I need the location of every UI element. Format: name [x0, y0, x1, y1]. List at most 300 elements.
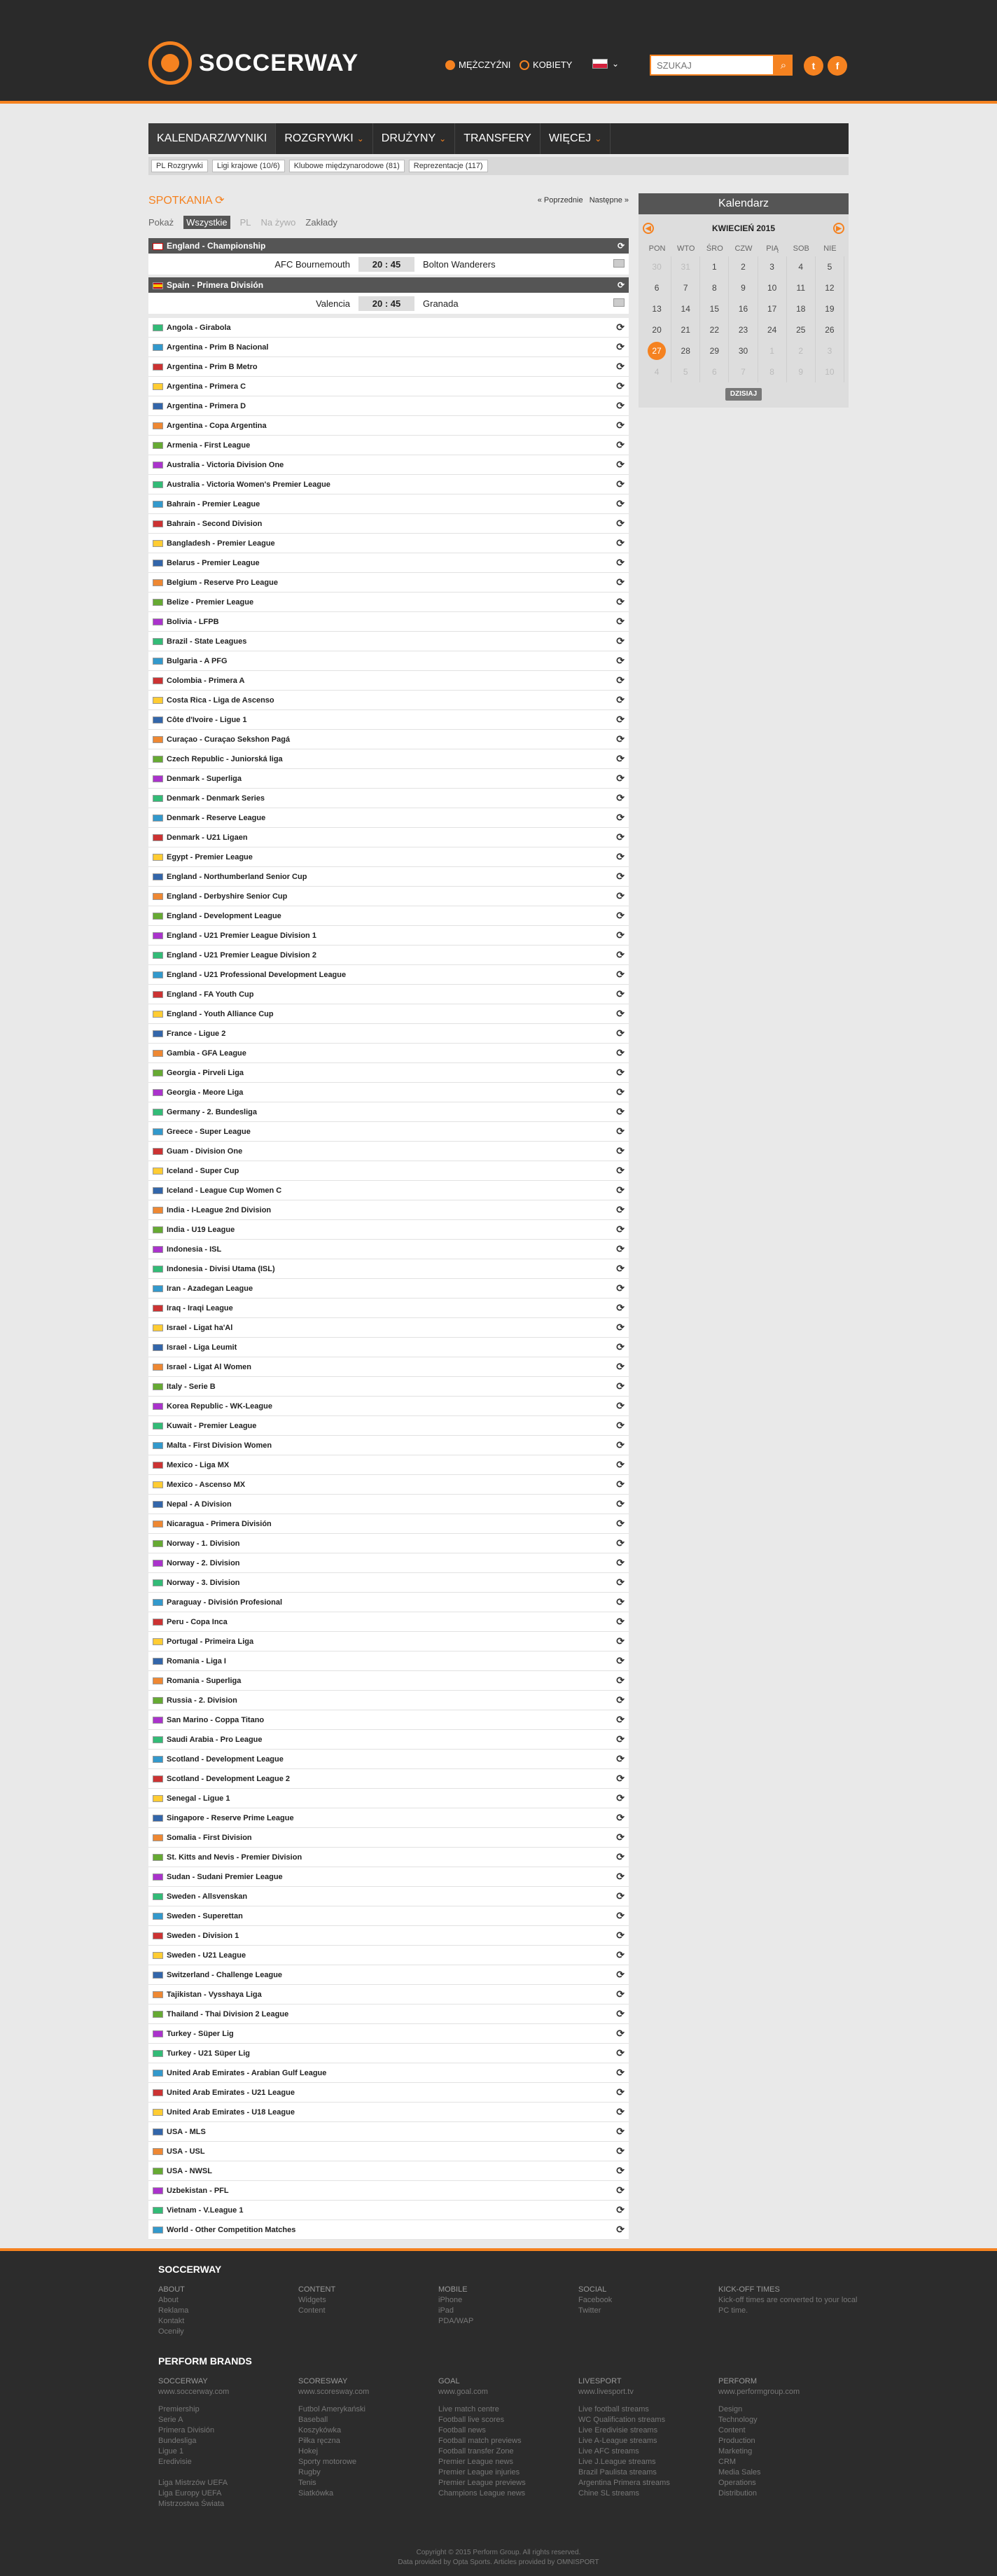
competition-row[interactable]: [148, 2181, 629, 2201]
competition-row[interactable]: [148, 1612, 629, 1632]
reload-icon[interactable]: ⟳: [617, 280, 625, 290]
search-button[interactable]: [774, 55, 793, 76]
competition-name[interactable]: Iran - Azadegan League: [167, 1284, 253, 1293]
competition-label[interactable]: [153, 1971, 282, 1979]
calendar-day[interactable]: 24: [758, 319, 787, 340]
competition-label[interactable]: [153, 1892, 247, 1901]
competition-name[interactable]: France - Ligue 2: [167, 1029, 226, 1038]
competition-row[interactable]: [148, 710, 629, 730]
footer-link[interactable]: Eredivisie: [158, 2458, 192, 2466]
footer-link[interactable]: Ligue 1: [158, 2447, 184, 2456]
expand-icon[interactable]: ⟳: [616, 1949, 625, 1960]
footer-link[interactable]: Facebook: [578, 2296, 613, 2304]
reload-icon[interactable]: ⟳: [617, 241, 625, 251]
expand-icon[interactable]: ⟳: [616, 400, 625, 411]
expand-icon[interactable]: ⟳: [616, 1361, 625, 1372]
competition-row[interactable]: [148, 338, 629, 357]
competition-label[interactable]: [153, 461, 284, 469]
footer-link[interactable]: [158, 2467, 298, 2478]
footer-link[interactable]: Siatkówka: [298, 2489, 334, 2498]
expand-icon[interactable]: ⟳: [616, 1812, 625, 1823]
competition-label[interactable]: [153, 853, 253, 861]
competition-name[interactable]: Argentina - Copa Argentina: [167, 421, 267, 430]
competition-row[interactable]: [148, 1710, 629, 1730]
competition-label[interactable]: [153, 794, 265, 803]
competition-name[interactable]: Russia - 2. Division: [167, 1696, 237, 1705]
competition-name[interactable]: Korea Republic - WK-League: [167, 1401, 272, 1411]
competition-row[interactable]: [148, 1514, 629, 1534]
competition-label[interactable]: [153, 1167, 239, 1175]
competition-row[interactable]: [148, 377, 629, 396]
expand-icon[interactable]: ⟳: [616, 949, 625, 960]
competition-label[interactable]: [153, 1598, 282, 1607]
competition-label[interactable]: [153, 618, 219, 626]
competition-name[interactable]: Malta - First Division Women: [167, 1441, 272, 1450]
competition-row[interactable]: [148, 1632, 629, 1651]
expand-icon[interactable]: ⟳: [616, 1145, 625, 1156]
footer-link[interactable]: Live match centre: [438, 2405, 499, 2414]
calendar-day[interactable]: 3: [816, 340, 844, 361]
footer-link[interactable]: Primera División: [158, 2426, 215, 2435]
expand-icon[interactable]: ⟳: [616, 380, 625, 392]
footer-link[interactable]: Live football streams: [578, 2405, 649, 2414]
competition-label[interactable]: [153, 1069, 244, 1077]
competition-label[interactable]: [153, 1265, 275, 1273]
competition-row[interactable]: [148, 1965, 629, 1985]
competition-label[interactable]: [153, 2089, 295, 2097]
competition-name[interactable]: Israel - Ligat ha'Al: [167, 1323, 233, 1332]
competition-row[interactable]: [148, 651, 629, 671]
competition-row[interactable]: [148, 1867, 629, 1887]
away-team[interactable]: Bolton Wanderers: [423, 258, 496, 270]
match-row[interactable]: [148, 254, 629, 275]
expand-icon[interactable]: ⟳: [616, 1224, 625, 1235]
away-team[interactable]: Granada: [423, 298, 459, 309]
competition-row[interactable]: [148, 436, 629, 455]
competition-row[interactable]: [148, 1573, 629, 1593]
filter-all[interactable]: Wszystkie: [183, 216, 230, 229]
competition-row[interactable]: [148, 396, 629, 416]
footer-link[interactable]: Twitter: [578, 2306, 601, 2315]
competition-name[interactable]: United Arab Emirates - U21 League: [167, 2088, 295, 2097]
competition-label[interactable]: [153, 873, 307, 881]
competition-row[interactable]: [148, 1553, 629, 1573]
calendar-day[interactable]: 1: [700, 256, 729, 277]
footer-link[interactable]: Production: [718, 2437, 755, 2445]
competition-row[interactable]: [148, 1946, 629, 1965]
competition-label[interactable]: [153, 1794, 230, 1803]
competition-row[interactable]: [148, 965, 629, 985]
competition-name[interactable]: Australia - Victoria Women's Premier League: [167, 480, 330, 489]
calendar-day[interactable]: 8: [758, 361, 787, 382]
competition-name[interactable]: Argentina - Primera C: [167, 382, 246, 391]
expand-icon[interactable]: ⟳: [616, 1773, 625, 1784]
competition-label[interactable]: [153, 1736, 263, 1744]
footer-link[interactable]: Sporty motorowe: [298, 2458, 357, 2466]
expand-icon[interactable]: ⟳: [616, 557, 625, 568]
competition-row[interactable]: [148, 2004, 629, 2024]
brand-url[interactable]: www.performgroup.com: [718, 2388, 800, 2396]
expand-icon[interactable]: ⟳: [616, 851, 625, 862]
competition-name[interactable]: Sweden - Allsvenskan: [167, 1892, 248, 1901]
competition-label[interactable]: [153, 1304, 233, 1313]
competition-label[interactable]: [153, 1500, 232, 1509]
expand-icon[interactable]: ⟳: [616, 1243, 625, 1254]
competition-name[interactable]: Australia - Victoria Division One: [167, 460, 284, 469]
competition-name[interactable]: Portugal - Primeira Liga: [167, 1637, 254, 1646]
competition-name[interactable]: Denmark - Denmark Series: [167, 794, 265, 803]
competition-row[interactable]: [148, 1926, 629, 1946]
calendar-day[interactable]: 10: [816, 361, 844, 382]
competition-name[interactable]: Sweden - Division 1: [167, 1931, 239, 1940]
competition-label[interactable]: [153, 1618, 228, 1626]
competition-row[interactable]: [148, 1299, 629, 1318]
expand-icon[interactable]: ⟳: [616, 2086, 625, 2098]
competition-name[interactable]: Vietnam - V.League 1: [167, 2205, 244, 2215]
competition-row[interactable]: [148, 1848, 629, 1867]
competition-name[interactable]: Romania - Liga I: [167, 1656, 226, 1666]
footer-link[interactable]: Piłka ręczna: [298, 2437, 340, 2445]
competition-name[interactable]: San Marino - Coppa Titano: [167, 1715, 265, 1724]
footer-link[interactable]: Oceniły: [158, 2327, 184, 2336]
expand-icon[interactable]: ⟳: [616, 1400, 625, 1411]
competition-row[interactable]: [148, 2044, 629, 2063]
expand-icon[interactable]: ⟳: [616, 1635, 625, 1647]
competition-name[interactable]: USA - NWSL: [167, 2166, 212, 2175]
competition-name[interactable]: USA - USL: [167, 2147, 205, 2156]
expand-icon[interactable]: ⟳: [616, 1165, 625, 1176]
competition-name[interactable]: Bahrain - Premier League: [167, 499, 260, 508]
competition-label[interactable]: [153, 833, 248, 842]
expand-icon[interactable]: ⟳: [616, 2224, 625, 2235]
expand-icon[interactable]: ⟳: [616, 1675, 625, 1686]
footer-link[interactable]: Premier League previews: [438, 2479, 526, 2487]
brand-url[interactable]: www.livesport.tv: [578, 2388, 634, 2396]
competition-label[interactable]: [153, 1088, 243, 1097]
competition-row[interactable]: [148, 1279, 629, 1299]
competition-row[interactable]: [148, 1475, 629, 1495]
expand-icon[interactable]: ⟳: [616, 2028, 625, 2039]
competition-label[interactable]: [153, 696, 274, 705]
competition-name[interactable]: Mexico - Liga MX: [167, 1460, 230, 1469]
competition-name[interactable]: Italy - Serie B: [167, 1382, 216, 1391]
competition-name[interactable]: Switzerland - Challenge League: [167, 1970, 283, 1979]
expand-icon[interactable]: ⟳: [616, 1714, 625, 1725]
competition-label[interactable]: [153, 1951, 246, 1960]
calendar-day[interactable]: 2: [729, 256, 758, 277]
competition-label[interactable]: [153, 1755, 284, 1764]
expand-icon[interactable]: ⟳: [616, 792, 625, 803]
footer-link[interactable]: Marketing: [718, 2447, 753, 2456]
competition-row[interactable]: [148, 2024, 629, 2044]
filter-pl[interactable]: PL: [239, 216, 251, 228]
competition-row[interactable]: [148, 1142, 629, 1161]
footer-link[interactable]: iPhone: [438, 2296, 463, 2304]
competition-row[interactable]: [148, 2122, 629, 2142]
competition-name[interactable]: Bangladesh - Premier League: [167, 539, 275, 548]
competition-label[interactable]: [153, 1343, 237, 1352]
calendar-day[interactable]: 3: [758, 256, 787, 277]
competition-label[interactable]: [153, 363, 258, 371]
expand-icon[interactable]: ⟳: [616, 1969, 625, 1980]
competition-row[interactable]: [148, 1887, 629, 1906]
competition-label[interactable]: [153, 677, 244, 685]
competition-name[interactable]: Israel - Ligat Al Women: [167, 1362, 252, 1371]
competition-row[interactable]: [148, 2103, 629, 2122]
calendar-day[interactable]: 5: [671, 361, 700, 382]
competition-name[interactable]: England - Youth Alliance Cup: [167, 1009, 274, 1018]
expand-icon[interactable]: ⟳: [616, 2204, 625, 2215]
competition-row[interactable]: [148, 318, 629, 338]
footer-link[interactable]: Kick-off times are converted to your local PC time.: [718, 2296, 858, 2315]
competition-name[interactable]: Paraguay - División Profesional: [167, 1598, 283, 1607]
competition-row[interactable]: [148, 867, 629, 887]
competition-row[interactable]: [148, 2142, 629, 2161]
brand-heading[interactable]: GOAL: [438, 2377, 460, 2385]
competition-name[interactable]: India - I-League 2nd Division: [167, 1205, 272, 1214]
competition-label[interactable]: [153, 1637, 253, 1646]
brand-url[interactable]: www.soccerway.com: [158, 2388, 230, 2396]
competition-label[interactable]: [153, 2049, 250, 2058]
expand-icon[interactable]: ⟳: [616, 2106, 625, 2117]
brand-heading[interactable]: SCORESWAY: [298, 2377, 348, 2385]
footer-link[interactable]: Premiership: [158, 2405, 200, 2414]
competition-name[interactable]: St. Kitts and Nevis - Premier Division: [167, 1853, 302, 1862]
competition-label[interactable]: [153, 559, 260, 567]
expand-icon[interactable]: ⟳: [616, 1302, 625, 1313]
calendar-day[interactable]: 23: [729, 319, 758, 340]
expand-icon[interactable]: ⟳: [616, 2165, 625, 2176]
expand-icon[interactable]: ⟳: [616, 1910, 625, 1921]
expand-icon[interactable]: ⟳: [616, 1792, 625, 1803]
competition-label[interactable]: [153, 579, 278, 587]
competition-row[interactable]: [148, 1750, 629, 1769]
competition-row[interactable]: [148, 416, 629, 436]
competition-label[interactable]: [153, 382, 246, 391]
calendar-day[interactable]: 19: [816, 298, 844, 319]
calendar-day[interactable]: 20: [643, 319, 671, 340]
competition-label[interactable]: [153, 1108, 257, 1116]
competition-label[interactable]: [153, 1481, 245, 1489]
competition-label[interactable]: [153, 2010, 288, 2018]
calendar-day[interactable]: 21: [671, 319, 700, 340]
brand-url[interactable]: www.goal.com: [438, 2388, 488, 2396]
competition-label[interactable]: [153, 2030, 234, 2038]
expand-icon[interactable]: ⟳: [616, 1890, 625, 1902]
competition-label[interactable]: [153, 716, 246, 724]
competition-label[interactable]: [153, 735, 290, 744]
expand-icon[interactable]: ⟳: [616, 910, 625, 921]
competition-row[interactable]: [148, 789, 629, 808]
competition-label[interactable]: [153, 2069, 326, 2077]
calendar-day[interactable]: 27: [643, 340, 671, 361]
footer-link[interactable]: Live Eredivisie streams: [578, 2426, 658, 2435]
home-team[interactable]: AFC Bournemouth: [274, 258, 350, 270]
competition-row[interactable]: [148, 573, 629, 593]
competition-name[interactable]: England - U21 Premier League Division 1: [167, 931, 316, 940]
footer-link[interactable]: Bundesliga: [158, 2437, 197, 2445]
expand-icon[interactable]: ⟳: [616, 1204, 625, 1215]
competition-label[interactable]: [153, 1363, 251, 1371]
footer-link[interactable]: Premier League injuries: [438, 2468, 520, 2477]
competition-label[interactable]: [153, 1206, 271, 1214]
competition-label[interactable]: [153, 912, 281, 920]
expand-icon[interactable]: ⟳: [616, 1988, 625, 2000]
competition-name[interactable]: Turkey - Süper Lig: [167, 2029, 234, 2038]
footer-link[interactable]: Chine SL streams: [578, 2489, 640, 2498]
competition-label[interactable]: [153, 1245, 221, 1254]
competition-row[interactable]: [148, 455, 629, 475]
calendar-day[interactable]: 4: [787, 256, 816, 277]
competition-row[interactable]: [148, 1083, 629, 1102]
calendar-day[interactable]: 1: [758, 340, 787, 361]
brand-heading[interactable]: PERFORM: [718, 2377, 757, 2385]
competition-row[interactable]: [148, 1200, 629, 1220]
footer-link[interactable]: Liga Mistrzów UEFA: [158, 2479, 228, 2487]
competition-row[interactable]: [148, 1357, 629, 1377]
competition-label[interactable]: [153, 775, 242, 783]
expand-icon[interactable]: ⟳: [616, 1655, 625, 1666]
expand-icon[interactable]: ⟳: [616, 1184, 625, 1196]
competition-name[interactable]: Georgia - Pirveli Liga: [167, 1068, 244, 1077]
expand-icon[interactable]: ⟳: [616, 1557, 625, 1568]
competition-name[interactable]: Argentina - Prim B Metro: [167, 362, 258, 371]
calendar-day[interactable]: 9: [787, 361, 816, 382]
calendar-day[interactable]: 9: [729, 277, 758, 298]
competition-row[interactable]: [148, 1122, 629, 1142]
subnav-item[interactable]: Reprezentacje (117): [409, 160, 488, 172]
competition-row[interactable]: [148, 514, 629, 534]
competition-name[interactable]: Scotland - Development League 2: [167, 1774, 291, 1783]
footer-link[interactable]: Baseball: [298, 2416, 328, 2424]
competition-row[interactable]: [148, 475, 629, 494]
calendar-day[interactable]: 15: [700, 298, 729, 319]
footer-link[interactable]: Media Sales: [718, 2468, 761, 2477]
expand-icon[interactable]: ⟳: [616, 890, 625, 901]
expand-icon[interactable]: ⟳: [616, 1537, 625, 1549]
competition-label[interactable]: [153, 2147, 205, 2156]
expand-icon[interactable]: ⟳: [616, 969, 625, 980]
footer-link[interactable]: CRM: [718, 2458, 737, 2466]
expand-icon[interactable]: ⟳: [616, 1518, 625, 1529]
competition-name[interactable]: Denmark - Superliga: [167, 774, 242, 783]
competition-row[interactable]: [148, 847, 629, 867]
competition-row[interactable]: [148, 906, 629, 926]
competition-row[interactable]: [148, 1004, 629, 1024]
competition-name[interactable]: England - U21 Premier League Division 2: [167, 950, 316, 960]
competition-row[interactable]: [148, 1906, 629, 1926]
kickoff-time[interactable]: 20 : 45: [358, 296, 414, 311]
footer-link[interactable]: Live J.League streams: [578, 2458, 656, 2466]
footer-link[interactable]: Widgets: [298, 2296, 326, 2304]
competition-label[interactable]: [153, 1010, 274, 1018]
competition-row[interactable]: [148, 1455, 629, 1475]
calendar-day[interactable]: 22: [700, 319, 729, 340]
expand-icon[interactable]: ⟳: [616, 420, 625, 431]
calendar-day[interactable]: 30: [643, 256, 671, 277]
brand-url[interactable]: www.scoresway.com: [298, 2388, 370, 2396]
calendar-day[interactable]: 25: [787, 319, 816, 340]
calendar-day[interactable]: 5: [816, 256, 844, 277]
competition-label[interactable]: [153, 2226, 295, 2234]
calendar-day[interactable]: 12: [816, 277, 844, 298]
competition-row[interactable]: [148, 593, 629, 612]
competition-row[interactable]: [148, 1534, 629, 1553]
competition-label[interactable]: [153, 1422, 256, 1430]
competition-name[interactable]: USA - MLS: [167, 2127, 206, 2136]
tv-icon[interactable]: [613, 259, 625, 268]
competition-row[interactable]: [148, 2161, 629, 2181]
competition-row[interactable]: [148, 1044, 629, 1063]
calendar-day[interactable]: 11: [787, 277, 816, 298]
competition-row[interactable]: [148, 1220, 629, 1240]
filter-live[interactable]: Na żywo: [260, 216, 296, 228]
facebook-icon[interactable]: f: [828, 56, 847, 76]
competition-name[interactable]: Guam - Division One: [167, 1147, 243, 1156]
competition-name[interactable]: Thailand - Thai Division 2 League: [167, 2009, 289, 2018]
expand-icon[interactable]: ⟳: [616, 1498, 625, 1509]
competition-label[interactable]: [153, 1657, 226, 1666]
competition-row[interactable]: [148, 1436, 629, 1455]
competition-row[interactable]: [148, 1985, 629, 2004]
competition-label[interactable]: [153, 520, 262, 528]
filter-bets[interactable]: Zakłady: [305, 216, 337, 228]
search-input[interactable]: [650, 55, 774, 76]
footer-link[interactable]: Tenis: [298, 2479, 316, 2487]
competition-label[interactable]: [153, 1814, 294, 1822]
expand-icon[interactable]: ⟳: [616, 714, 625, 725]
competition-row[interactable]: [148, 612, 629, 632]
footer-link[interactable]: Premier League news: [438, 2458, 514, 2466]
competition-name[interactable]: Gambia - GFA League: [167, 1048, 246, 1058]
footer-link[interactable]: Mistrzostwa Świata: [158, 2500, 225, 2508]
brand-heading[interactable]: LIVESPORT: [578, 2377, 622, 2385]
competition-name[interactable]: Nicaragua - Primera División: [167, 1519, 272, 1528]
competition-label[interactable]: [153, 1579, 240, 1587]
expand-icon[interactable]: ⟳: [616, 1459, 625, 1470]
competition-label[interactable]: [153, 1696, 237, 1705]
competition-name[interactable]: Mexico - Ascenso MX: [167, 1480, 246, 1489]
competition-label[interactable]: [153, 990, 253, 999]
expand-icon[interactable]: ⟳: [616, 831, 625, 843]
calendar-day[interactable]: 17: [758, 298, 787, 319]
competition-name[interactable]: Côte d'Ivoire - Ligue 1: [167, 715, 247, 724]
competition-row[interactable]: [148, 1691, 629, 1710]
competition-name[interactable]: Norway - 1. Division: [167, 1539, 240, 1548]
competition-row[interactable]: [148, 1338, 629, 1357]
competition-label[interactable]: [153, 892, 287, 901]
competition-row[interactable]: [148, 553, 629, 573]
language-selector[interactable]: [592, 59, 619, 69]
competition-name[interactable]: Romania - Superliga: [167, 1676, 242, 1685]
expand-icon[interactable]: ⟳: [616, 1439, 625, 1450]
expand-icon[interactable]: ⟳: [616, 1106, 625, 1117]
prev-month-icon[interactable]: ◀: [643, 223, 654, 234]
calendar-day[interactable]: 16: [729, 298, 758, 319]
competition-row[interactable]: [148, 1416, 629, 1436]
competition-name[interactable]: Israel - Liga Leumit: [167, 1343, 237, 1352]
competition-name[interactable]: Bolivia - LFPB: [167, 617, 219, 626]
competition-name[interactable]: Argentina - Prim B Nacional: [167, 342, 269, 352]
competition-row[interactable]: [148, 632, 629, 651]
competition-label[interactable]: [153, 1461, 229, 1469]
competition-row[interactable]: [148, 769, 629, 789]
competition-name[interactable]: Belgium - Reserve Pro League: [167, 578, 278, 587]
expand-icon[interactable]: ⟳: [616, 341, 625, 352]
competition-label[interactable]: [153, 2206, 243, 2215]
nav-more[interactable]: WIĘCEJ ⌄: [541, 123, 611, 154]
competition-row[interactable]: [148, 2201, 629, 2220]
